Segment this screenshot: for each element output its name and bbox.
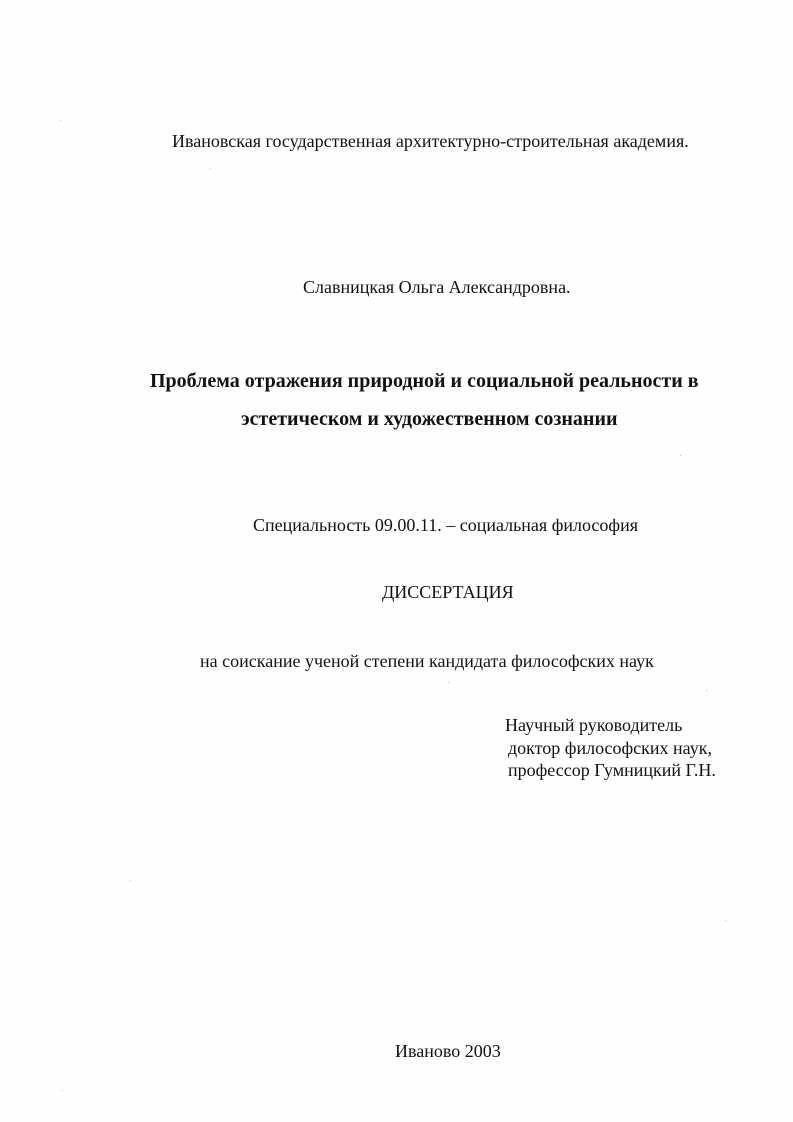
scan-speck — [725, 920, 726, 921]
institution-heading: Ивановская государственная архитектурно-строительная академия. — [172, 131, 689, 151]
scan-speck — [448, 682, 449, 683]
scan-speck — [62, 1090, 63, 1091]
degree-line: на соискание ученой степени кандидата философских наук — [200, 651, 654, 671]
scan-speck — [130, 880, 131, 881]
author-name: Славницкая Ольга Александровна. — [303, 277, 571, 297]
specialty-line: Специальность 09.00.11. – социальная философия — [253, 515, 638, 535]
supervisor-name: профессор Гумницкий Г.Н. — [508, 760, 716, 780]
supervisor-label: Научный руководитель — [505, 715, 683, 735]
scan-speck — [60, 120, 61, 121]
place-year-footer: Иваново 2003 — [395, 1041, 501, 1061]
scan-speck — [680, 455, 681, 456]
scan-speck — [706, 690, 707, 691]
supervisor-degree: доктор философских наук, — [508, 738, 712, 758]
scan-speck — [210, 168, 211, 169]
work-type-heading: ДИССЕРТАЦИЯ — [382, 582, 514, 602]
dissertation-title-line-1: Проблема отражения природной и социальной реальности в — [150, 370, 699, 392]
dissertation-title-line-2: эстетическом и художественном сознании — [241, 408, 618, 430]
